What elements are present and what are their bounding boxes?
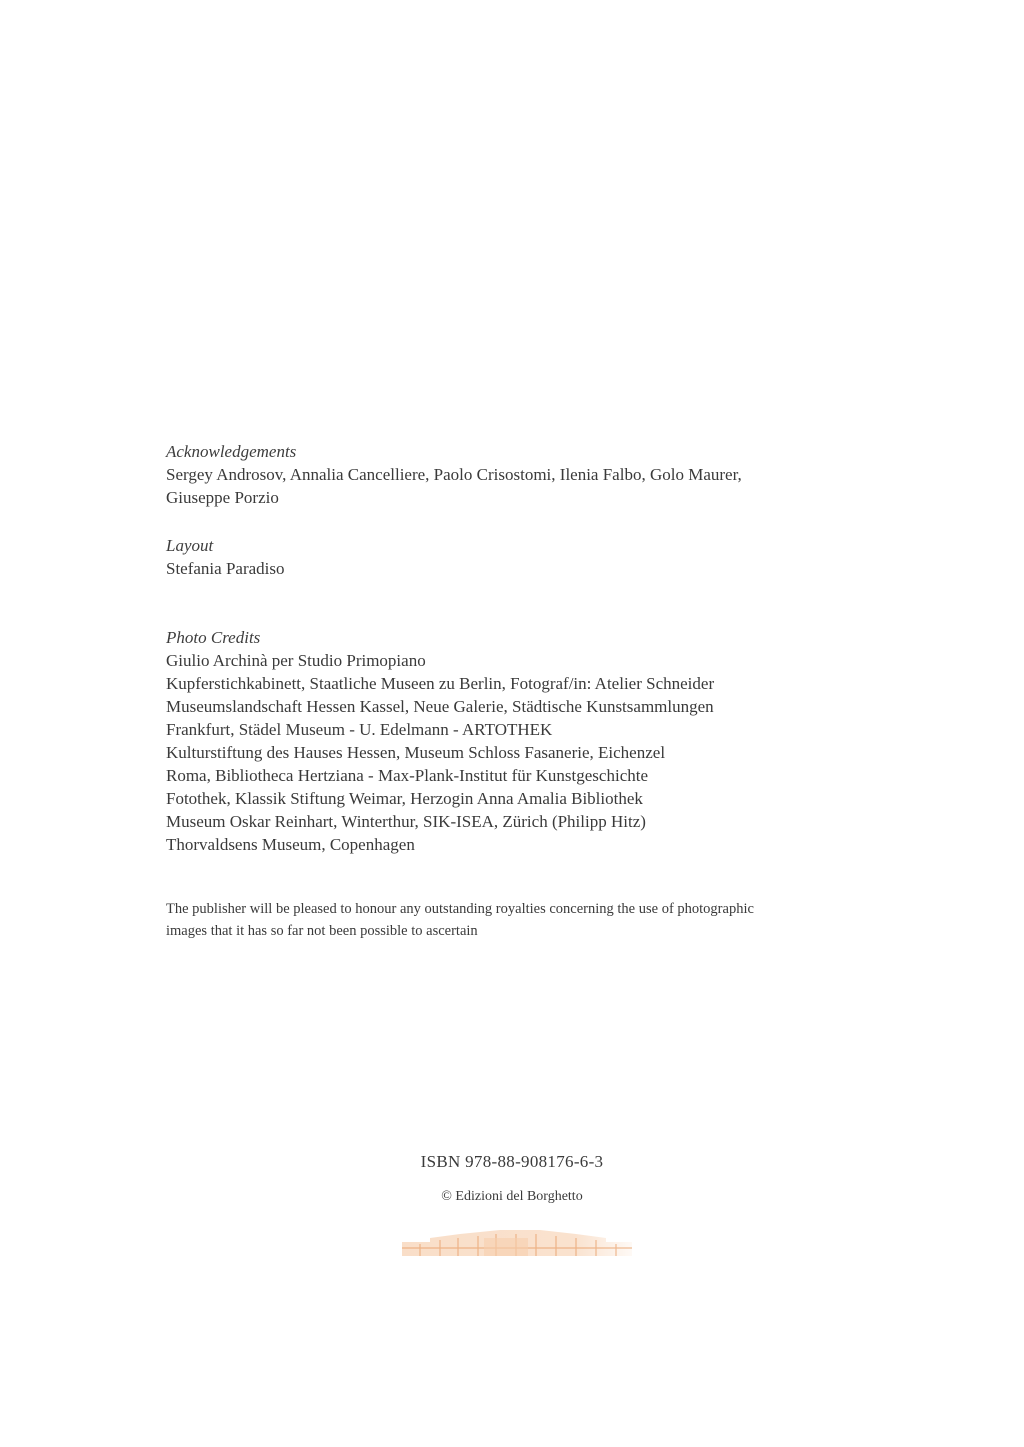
publisher-notice-line: images that it has so far not been possible to ascertain [166, 923, 478, 939]
publisher-notice-line: The publisher will be pleased to honour any outstanding royalties concerning the use of photographic [166, 901, 754, 917]
photo-credit-line: Roma, Bibliotheca Hertziana - Max-Plank-Institut für Kunstgeschichte [166, 766, 649, 785]
publisher-notice [166, 898, 886, 942]
photo-credit-line: Thorvaldsens Museum, Copenhagen [166, 835, 415, 854]
isbn: ISBN 978-88-908176-6-3 [420, 1152, 604, 1171]
photo-credits-section [166, 626, 886, 856]
acknowledgements-heading: Acknowledgements [166, 442, 297, 461]
photo-credit-line: Museumslandschaft Hessen Kassel, Neue Galerie, Städtische Kunstsammlungen [166, 697, 714, 716]
acknowledgements-line: Sergey Androsov, Annalia Cancelliere, Paolo Crisostomi, Ilenia Falbo, Golo Maurer, [166, 465, 742, 484]
photo-credit-line: Fotothek, Klassik Stiftung Weimar, Herzogin Anna Amalia Bibliothek [166, 789, 643, 808]
photo-credit-line: Museum Oskar Reinhart, Winterthur, SIK-ISEA, Zürich (Philipp Hitz) [166, 812, 646, 831]
publisher-logo-icon [400, 1226, 636, 1258]
acknowledgements-line: Giuseppe Porzio [166, 488, 279, 507]
photo-credit-line: Kupferstichkabinett, Staatliche Museen zu Berlin, Fotograf/in: Atelier Schneider [166, 674, 715, 693]
copyright: © Edizioni del Borghetto [441, 1189, 583, 1204]
photo-credit-line: Kulturstiftung des Hauses Hessen, Museum Schloss Fasanerie, Eichenzel [166, 743, 666, 762]
layout-section [166, 534, 886, 580]
layout-line: Stefania Paradiso [166, 559, 285, 578]
acknowledgements-section [166, 440, 886, 509]
photo-credit-line: Frankfurt, Städel Museum - U. Edelmann - ARTOTHEK [166, 720, 553, 739]
layout-heading: Layout [166, 536, 214, 555]
photo-credit-line: Giulio Archinà per Studio Primopiano [166, 651, 426, 670]
photo-credits-heading: Photo Credits [166, 628, 261, 647]
